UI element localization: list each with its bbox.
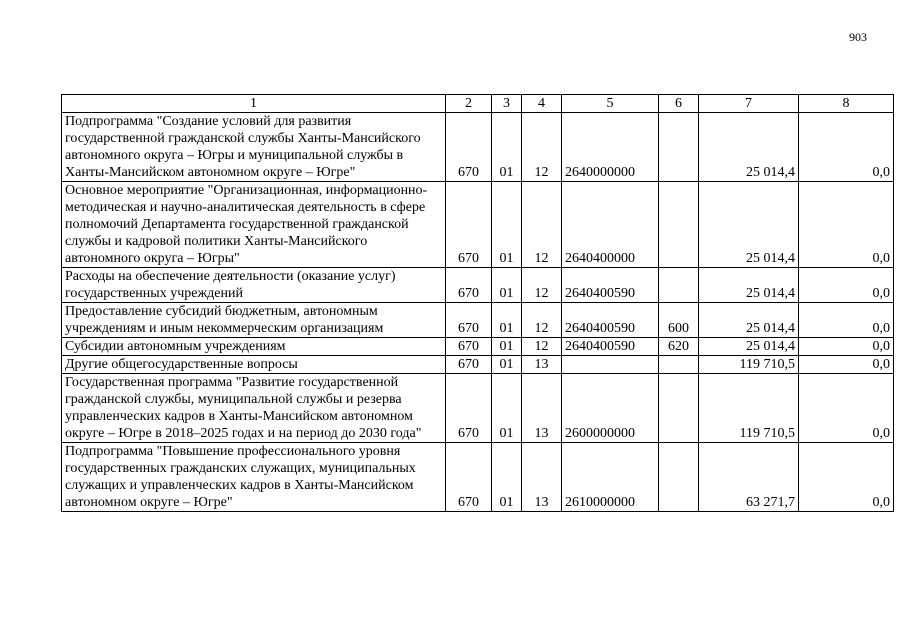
cell-expense-type: 620 <box>659 338 699 356</box>
cell-target-code: 2640000000 <box>562 113 659 182</box>
cell-amount: 25 014,4 <box>699 303 799 338</box>
cell-expense-type <box>659 443 699 512</box>
cell-ministry: 670 <box>446 113 492 182</box>
cell-amount: 63 271,7 <box>699 443 799 512</box>
col-header-3: 3 <box>492 95 522 113</box>
cell-section: 01 <box>492 338 522 356</box>
cell-section: 01 <box>492 268 522 303</box>
cell-expense-type <box>659 113 699 182</box>
cell-section: 01 <box>492 374 522 443</box>
table-row <box>62 268 894 303</box>
cell-amount: 25 014,4 <box>699 182 799 268</box>
cell-target-code: 2600000000 <box>562 374 659 443</box>
table-row <box>62 374 894 443</box>
table-row <box>62 443 894 512</box>
table-row <box>62 113 894 182</box>
cell-target-code <box>562 356 659 374</box>
col-header-4: 4 <box>522 95 562 113</box>
header-row <box>62 95 894 113</box>
cell-subsection: 13 <box>522 443 562 512</box>
cell-ministry: 670 <box>446 182 492 268</box>
cell-expense-type <box>659 268 699 303</box>
cell-ministry: 670 <box>446 268 492 303</box>
row-name: Основное мероприятие "Организационная, информационно-методическая и научно-аналитическая деятельность в сфере полномочий Департамента государственной гражданской службы и кадровой политики Ханты-Мансийского автономного округа – Югры" <box>62 182 446 268</box>
col-header-1: 1 <box>62 95 446 113</box>
row-name: Расходы на обеспечение деятельности (оказание услуг) государственных учреждений <box>62 268 446 303</box>
cell-amount: 25 014,4 <box>699 268 799 303</box>
cell-subsection: 12 <box>522 338 562 356</box>
col-header-6: 6 <box>659 95 699 113</box>
table-row <box>62 338 894 356</box>
cell-section: 01 <box>492 443 522 512</box>
cell-target-code: 2640400000 <box>562 182 659 268</box>
table-row <box>62 356 894 374</box>
cell-amount-2: 0,0 <box>799 356 894 374</box>
cell-expense-type <box>659 182 699 268</box>
cell-ministry: 670 <box>446 356 492 374</box>
cell-subsection: 13 <box>522 356 562 374</box>
cell-amount: 119 710,5 <box>699 374 799 443</box>
cell-subsection: 12 <box>522 182 562 268</box>
cell-section: 01 <box>492 182 522 268</box>
col-header-7: 7 <box>699 95 799 113</box>
cell-subsection: 12 <box>522 303 562 338</box>
cell-amount-2: 0,0 <box>799 182 894 268</box>
row-name: Подпрограмма "Создание условий для развития государственной гражданской службы Ханты-Мансийского автономного округа – Югры и муниципальной службы в Ханты-Мансийском автономном округе – Югре" <box>62 113 446 182</box>
row-name: Государственная программа "Развитие государственной гражданской службы, муниципальной службы и резерва управленческих кадров в Ханты-Мансийском автономном округе – Югре в 2018–2025 годах и на период до 2030 года" <box>62 374 446 443</box>
cell-amount-2: 0,0 <box>799 374 894 443</box>
cell-subsection: 12 <box>522 113 562 182</box>
cell-target-code: 2640400590 <box>562 303 659 338</box>
row-name: Предоставление субсидий бюджетным, автономным учреждениям и иным некоммерческим организациям <box>62 303 446 338</box>
cell-section: 01 <box>492 303 522 338</box>
cell-ministry: 670 <box>446 338 492 356</box>
cell-target-code: 2610000000 <box>562 443 659 512</box>
cell-amount: 25 014,4 <box>699 338 799 356</box>
col-header-5: 5 <box>562 95 659 113</box>
cell-section: 01 <box>492 113 522 182</box>
row-name: Субсидии автономным учреждениям <box>62 338 446 356</box>
cell-amount: 119 710,5 <box>699 356 799 374</box>
cell-target-code: 2640400590 <box>562 338 659 356</box>
cell-ministry: 670 <box>446 303 492 338</box>
cell-ministry: 670 <box>446 374 492 443</box>
table-row <box>62 303 894 338</box>
cell-amount-2: 0,0 <box>799 443 894 512</box>
budget-table <box>61 94 894 512</box>
page-number: 903 <box>849 30 867 44</box>
cell-amount-2: 0,0 <box>799 268 894 303</box>
cell-expense-type <box>659 374 699 443</box>
table-row <box>62 182 894 268</box>
cell-amount-2: 0,0 <box>799 113 894 182</box>
cell-amount-2: 0,0 <box>799 338 894 356</box>
row-name: Подпрограмма "Повышение профессионального уровня государственных гражданских служащих, муниципальных служащих и управленческих кадров в Ханты-Мансийском автономном округе – Югре" <box>62 443 446 512</box>
cell-subsection: 12 <box>522 268 562 303</box>
cell-section: 01 <box>492 356 522 374</box>
col-header-2: 2 <box>446 95 492 113</box>
cell-amount: 25 014,4 <box>699 113 799 182</box>
cell-subsection: 13 <box>522 374 562 443</box>
cell-ministry: 670 <box>446 443 492 512</box>
cell-target-code: 2640400590 <box>562 268 659 303</box>
cell-amount-2: 0,0 <box>799 303 894 338</box>
cell-expense-type <box>659 356 699 374</box>
row-name: Другие общегосударственные вопросы <box>62 356 446 374</box>
col-header-8: 8 <box>799 95 894 113</box>
cell-expense-type: 600 <box>659 303 699 338</box>
